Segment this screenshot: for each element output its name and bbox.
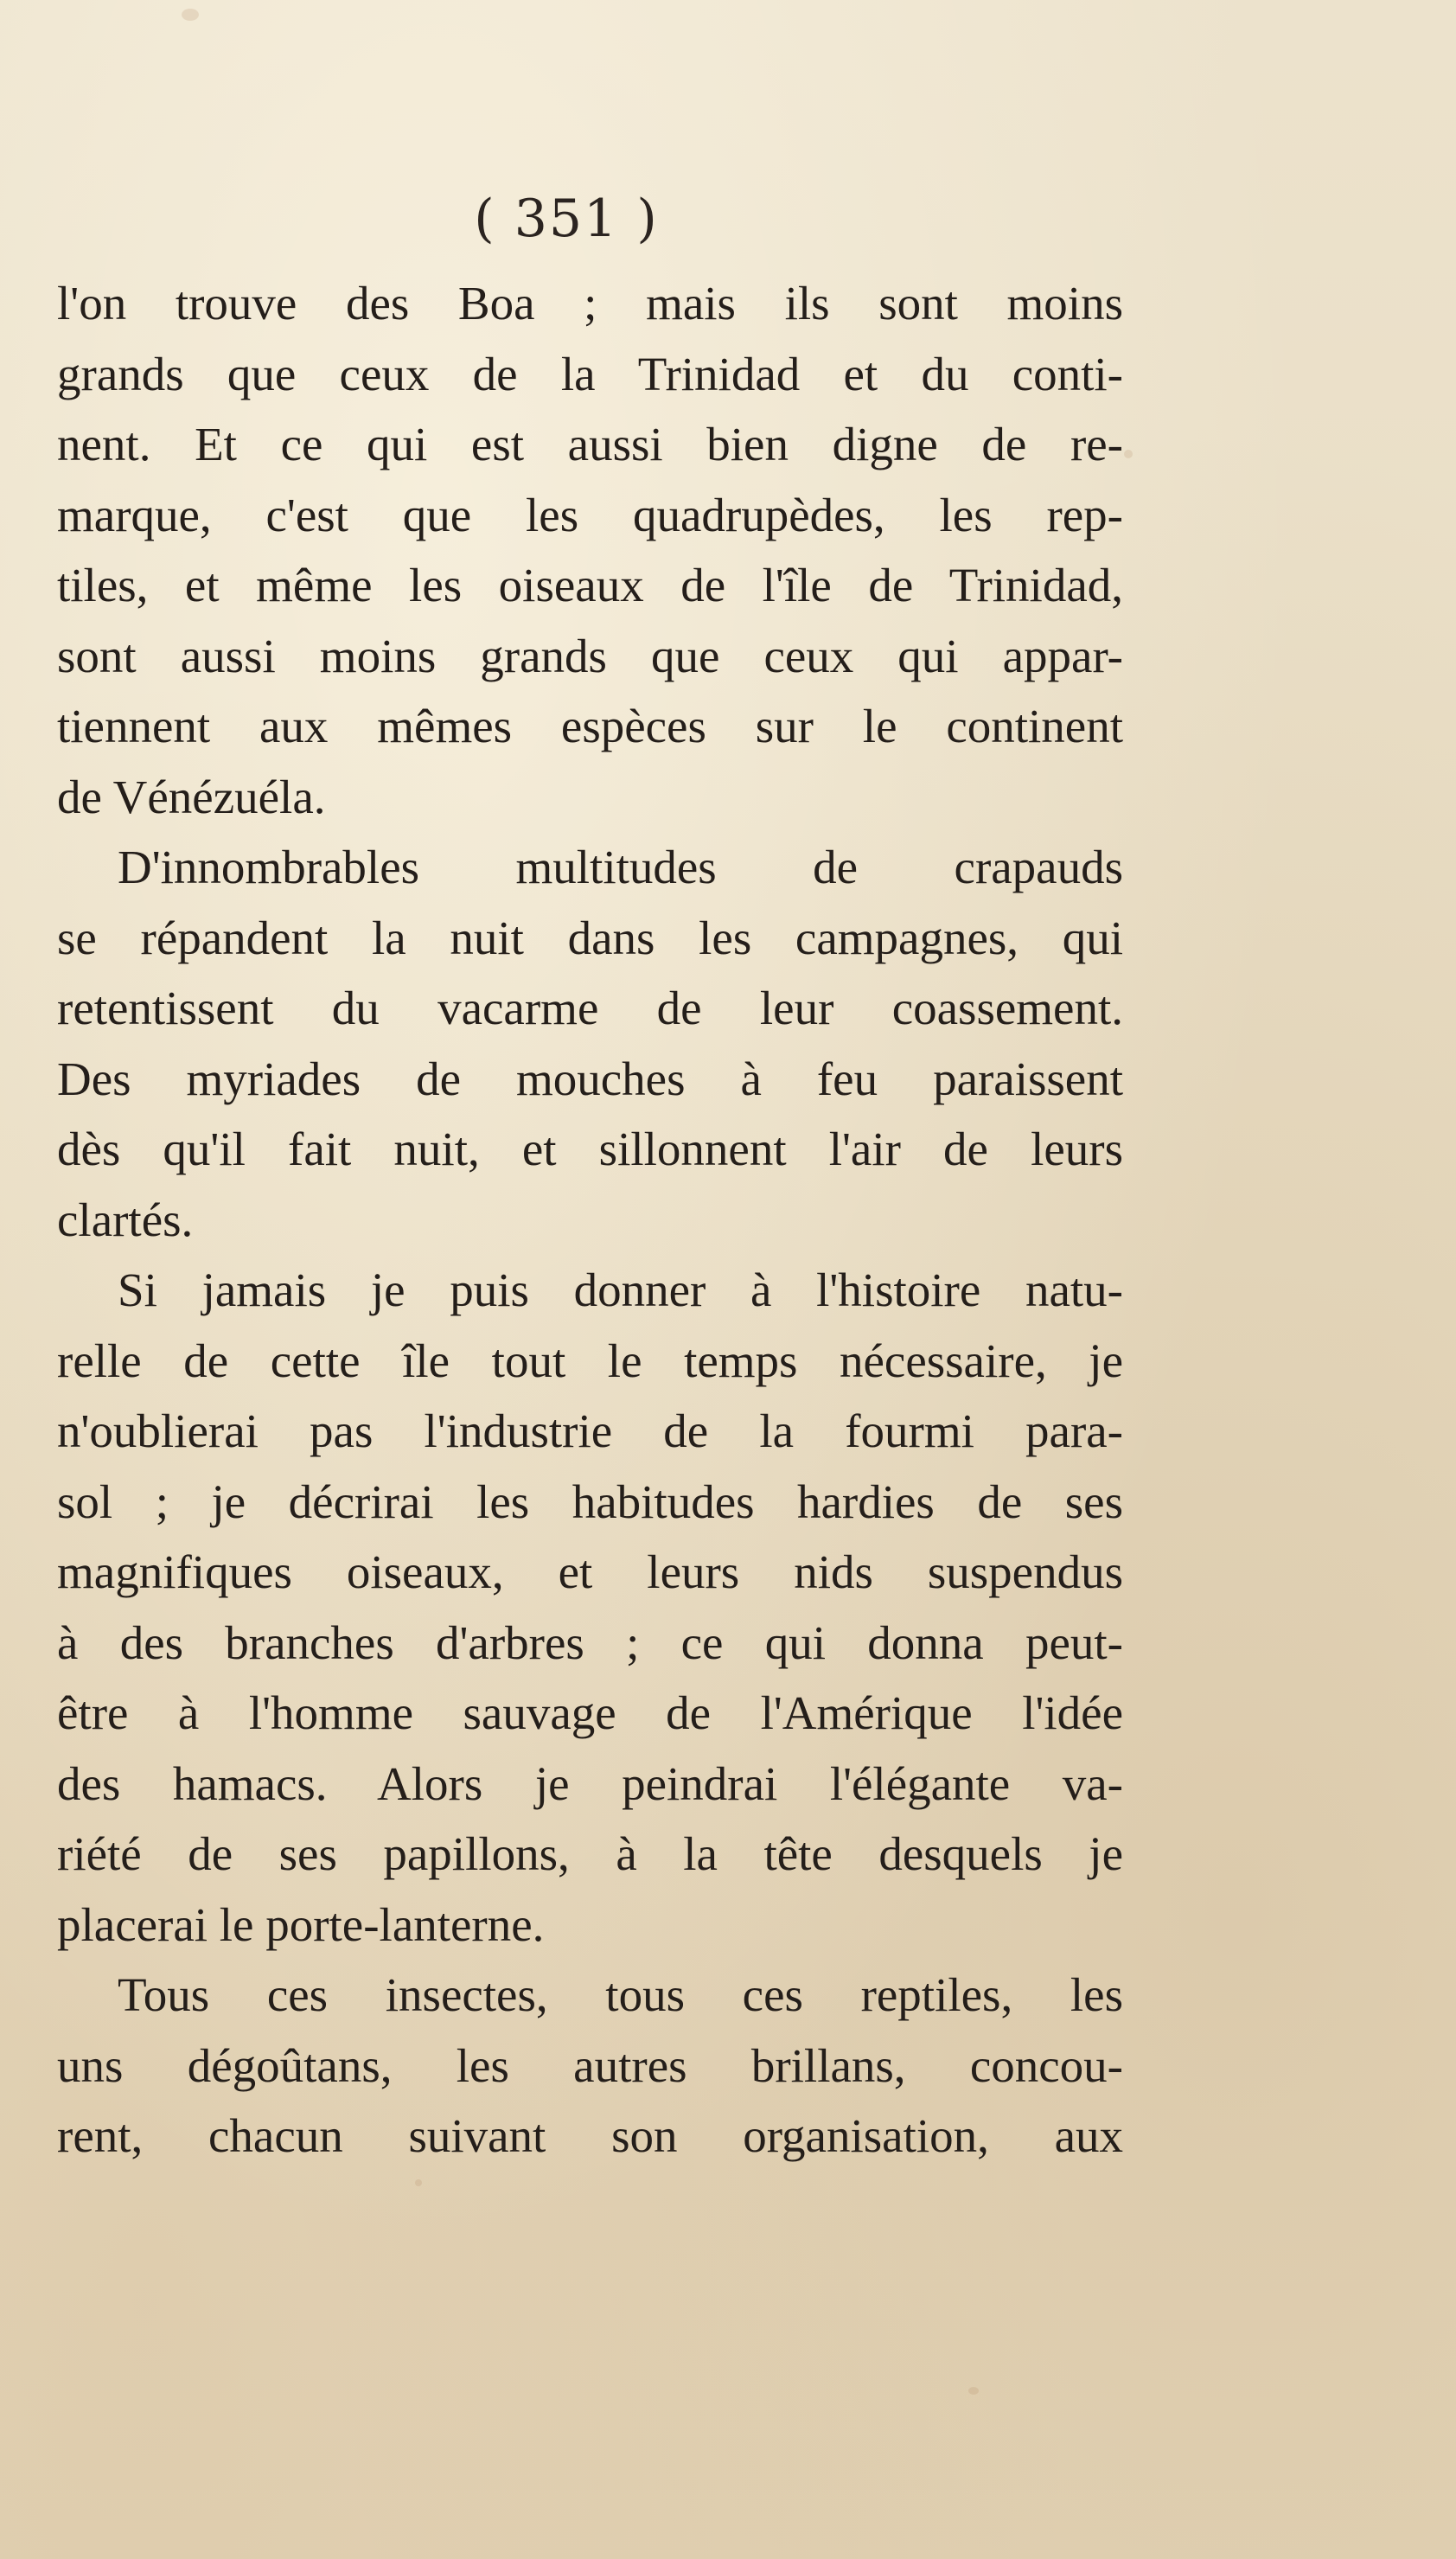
paper-stain xyxy=(1124,450,1133,458)
text-line: riété de ses papillons, à la tête desquels je xyxy=(57,1827,1123,1880)
text-line: placerai le porte-lanterne. xyxy=(57,1897,545,1951)
paper-stain xyxy=(415,2179,422,2186)
text-line: uns dégoûtans, les autres brillans, concou- xyxy=(57,2038,1123,2092)
text-line: tiennent aux mêmes espèces sur le continent xyxy=(57,700,1123,752)
text-line: tiles, et même les oiseaux de l'île de Trinidad, xyxy=(57,559,1123,611)
text-line: être à l'homme sauvage de l'Amérique l'idée xyxy=(57,1686,1123,1739)
text-line: relle de cette île tout le temps nécessaire, je xyxy=(57,1334,1123,1387)
text-line: clartés. xyxy=(57,1193,194,1246)
text-line: marque, c'est que les quadrupèdes, les rep- xyxy=(57,488,1123,541)
text-line: rent, chacun suivant son organisation, aux xyxy=(57,2109,1123,2162)
paragraph-start: Tous ces insectes, tous ces reptiles, les xyxy=(118,1968,1123,2021)
text-line: nent. Et ce qui est aussi bien digne de re- xyxy=(57,418,1123,470)
text-line: l'on trouve des Boa ; mais ils sont moins xyxy=(57,277,1123,329)
text-line: de Vénézuéla. xyxy=(57,770,326,823)
paragraph-start: Si jamais je puis donner à l'histoire natu- xyxy=(118,1264,1123,1316)
text-line: sont aussi moins grands que ceux qui appar- xyxy=(57,629,1123,682)
paper-stain xyxy=(182,9,199,21)
page-number: ( 351 ) xyxy=(474,189,659,249)
text-line: se répandent la nuit dans les campagnes, qui xyxy=(57,911,1123,964)
text-line: dès qu'il fait nuit, et sillonnent l'air de leurs xyxy=(57,1123,1123,1175)
text-line: retentissent du vacarme de leur coassement. xyxy=(57,982,1123,1034)
paragraph-start: D'innombrables multitudes de crapauds xyxy=(118,841,1123,893)
text-line: magnifiques oiseaux, et leurs nids suspendus xyxy=(57,1545,1123,1598)
text-line: Des myriades de mouches à feu paraissent xyxy=(57,1052,1123,1105)
paper-stain xyxy=(968,2387,979,2395)
body-text xyxy=(57,268,1123,2172)
text-line: sol ; je décrirai les habitudes hardies de ses xyxy=(57,1475,1123,1528)
text-line: à des branches d'arbres ; ce qui donna peut- xyxy=(57,1615,1123,1669)
text-line: grands que ceux de la Trinidad et du conti- xyxy=(57,347,1123,400)
text-line: des hamacs. Alors je peindrai l'élégante va- xyxy=(57,1756,1123,1810)
text-line: n'oublierai pas l'industrie de la fourmi para- xyxy=(57,1404,1123,1457)
